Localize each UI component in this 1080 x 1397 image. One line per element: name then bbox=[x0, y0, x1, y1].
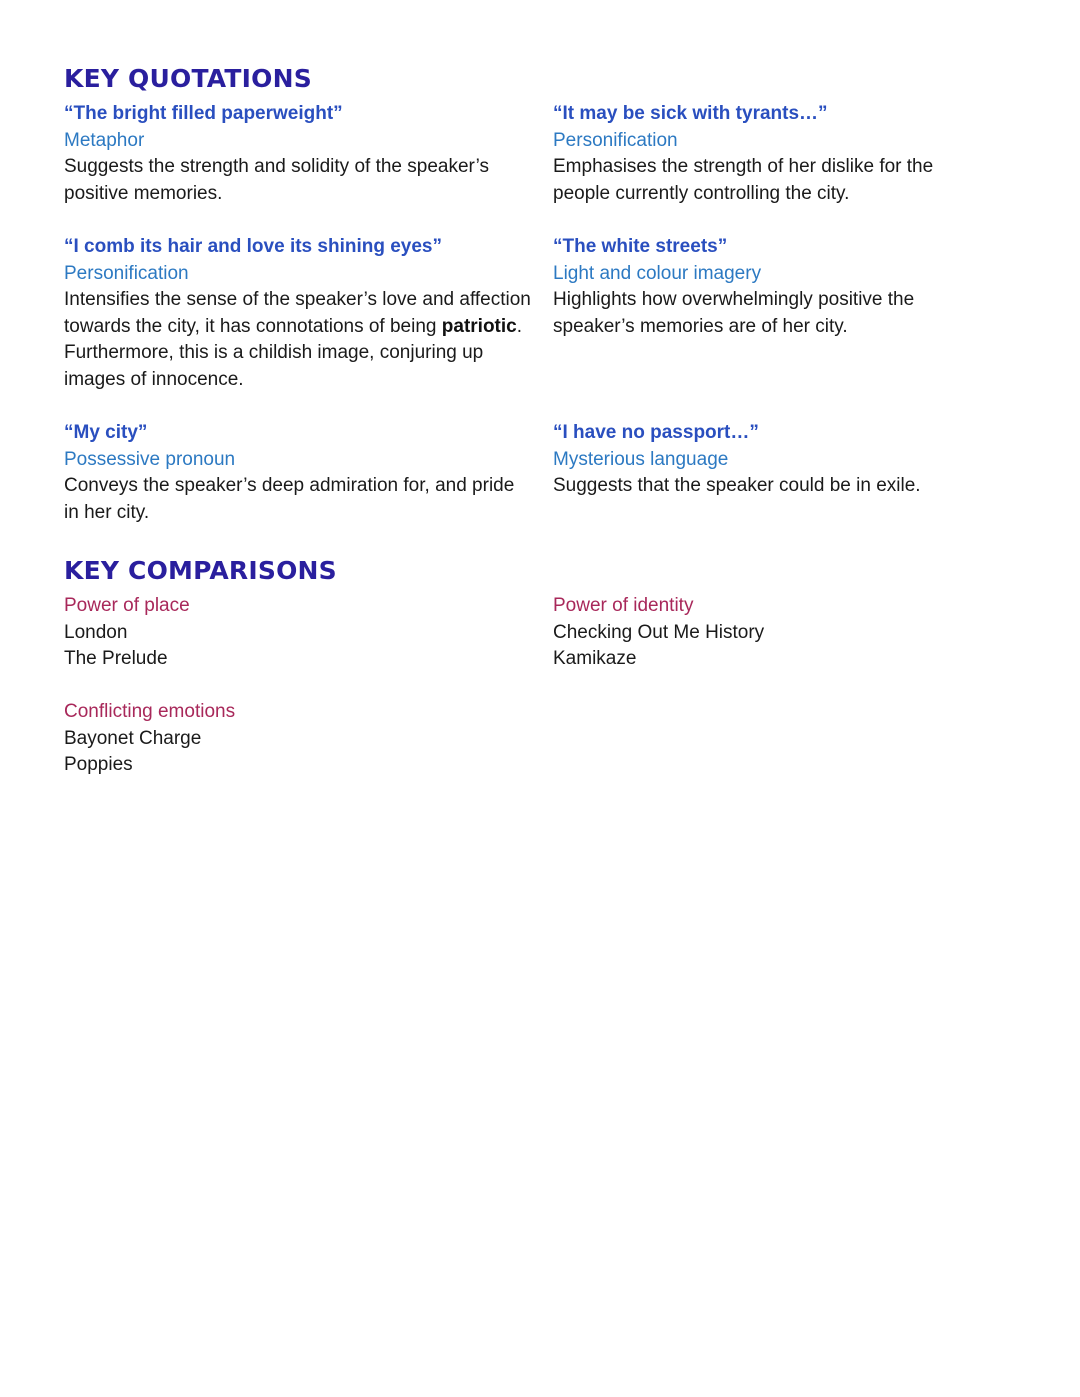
comparison-poem: The Prelude bbox=[64, 648, 168, 669]
comparison-poem: Checking Out Me History bbox=[553, 621, 765, 643]
effect-text: Highlights how overwhelmingly positive the speaker’s memories are of her city. bbox=[553, 289, 915, 337]
quotation-block-passport bbox=[553, 420, 993, 500]
effect-text: Suggests that the speaker could be in exile. bbox=[553, 475, 921, 496]
quotation-text: “I comb its hair and love its shining eyes” bbox=[64, 236, 442, 257]
technique-label: Light and colour imagery bbox=[553, 262, 762, 284]
quotation-block-white-streets bbox=[553, 234, 993, 340]
comparison-group-conflicting-emotions bbox=[64, 699, 534, 779]
effect-text-start: Intensifies the sense of the speaker’s love and affection towards the city, it has connotations of being bbox=[64, 289, 531, 337]
quotation-text: “My city” bbox=[64, 422, 148, 443]
effect-text: Suggests the strength and solidity of the speaker’s positive memories. bbox=[64, 156, 489, 204]
comparison-poem: Kamikaze bbox=[553, 648, 637, 669]
comparison-poem: Poppies bbox=[64, 754, 133, 775]
comparison-theme: Conflicting emotions bbox=[64, 701, 236, 722]
effect-text: Emphasises the strength of her dislike for the people currently controlling the city. bbox=[553, 156, 934, 204]
comparison-poem: Bayonet Charge bbox=[64, 727, 202, 749]
key-comparisons-heading: KEY COMPARISONS bbox=[64, 556, 337, 585]
effect-text bbox=[64, 287, 534, 393]
effect-text-end: . Furthermore, this is a childish image, conjuring up images of innocence. bbox=[64, 315, 522, 390]
technique-label: Metaphor bbox=[64, 129, 145, 151]
technique-label: Possessive pronoun bbox=[64, 448, 236, 470]
quotation-text: “The white streets” bbox=[553, 236, 728, 257]
comparison-theme: Power of identity bbox=[553, 595, 694, 616]
technique-label: Personification bbox=[553, 129, 678, 151]
quotation-text: “The bright filled paperweight” bbox=[64, 103, 343, 124]
technique-label: Personification bbox=[64, 262, 189, 284]
effect-emphasis: patriotic bbox=[441, 315, 517, 337]
comparison-theme: Power of place bbox=[64, 595, 190, 616]
comparison-poem: London bbox=[64, 621, 128, 643]
key-quotations-heading: KEY QUOTATIONS bbox=[64, 64, 312, 93]
quotation-block-paperweight bbox=[64, 101, 534, 207]
quotation-block-tyrants bbox=[553, 101, 993, 207]
quotation-text: “It may be sick with tyrants…” bbox=[553, 103, 828, 124]
comparison-group-power-of-place bbox=[64, 593, 534, 673]
quotation-block-my-city bbox=[64, 420, 534, 526]
quotation-block-comb-hair bbox=[64, 234, 534, 393]
quotation-text: “I have no passport…” bbox=[553, 422, 759, 443]
effect-text: Conveys the speaker’s deep admiration for, and pride in her city. bbox=[64, 475, 515, 523]
technique-label: Mysterious language bbox=[553, 448, 729, 470]
comparison-group-power-of-identity bbox=[553, 593, 993, 673]
